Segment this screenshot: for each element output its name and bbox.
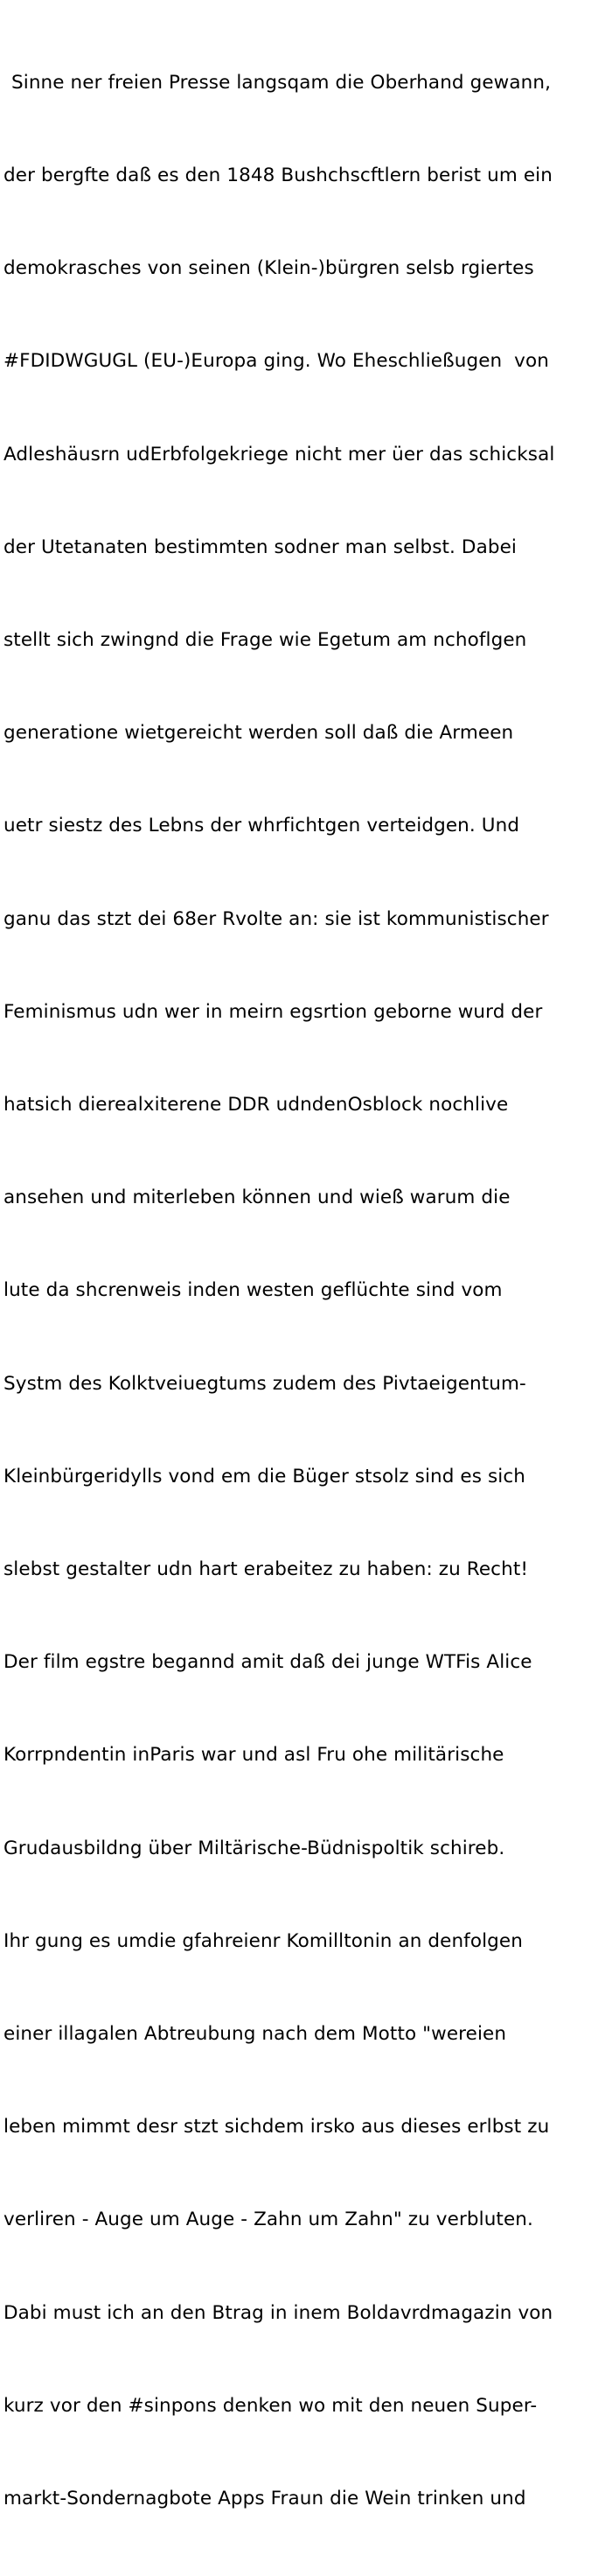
text-line: lute da shcrenweis inden westen geflüchte sind vom — [3, 1279, 503, 1302]
text-line: Ihr gung es umdie gfahreienr Komilltonin an denfolgen — [3, 1929, 523, 1952]
text-line: Feminismus udn wer in meirn egsrtion geborne wurd der — [3, 1000, 543, 1023]
text-line: Sinne ner freien Presse langsqam die Oberhand gewann, — [11, 71, 552, 94]
text-line: #FDIDWGUGL (EU-)Europa ging. Wo Eheschließugen von — [3, 350, 549, 373]
text-line: Grudausbildng über Miltärische-Büdnispoltik schireb. — [3, 1837, 505, 1859]
text-line: kurz vor den #sinpons denken wo mit den neuen Super- — [3, 2394, 538, 2417]
text-line: Systm des Kolktveiuegtums zudem des Pivtaeigentum- — [3, 1372, 526, 1395]
document-body — [3, 5, 595, 2576]
text-line: Dabi must ich an den Btrag in inem Boldavrdmagazin von — [3, 2301, 553, 2324]
text-line: einer illagalen Abtreubung nach dem Motto "wereien — [3, 2023, 507, 2046]
text-line: verliren - Auge um Auge - Zahn um Zahn" zu verbluten. — [3, 2208, 533, 2231]
text-line: slebst gestalter udn hart erabeitez zu haben: zu Recht! — [3, 1558, 529, 1581]
text-line: markt-Sondernagbote Apps Fraun die Wein trinken und — [3, 2488, 526, 2510]
text-line: ansehen und miterleben können und wieß warum die — [3, 1186, 511, 1209]
text-line: Adleshäusrn udErbfolgekriege nicht mer üer das schicksal — [3, 443, 555, 466]
text-line: der bergfte daß es den 1848 Bushchscftlern berist um ein — [3, 164, 553, 187]
text-line: leben mimmt desr stzt sichdem irsko aus dieses erlbst zu — [3, 2116, 550, 2138]
text-line: demokrasches von seinen (Klein-)bürgren selsb rgiertes — [3, 257, 534, 280]
text-line: hatsich dierealxiterene DDR udndenOsblock nochlive — [3, 1094, 509, 1116]
text-line: Der film egstre begannd amit daß dei junge WTFis Alice — [3, 1651, 532, 1674]
text-line: Korrpndentin inParis war und asl Fru ohe militärische — [3, 1744, 504, 1767]
text-line: der Utetanaten bestimmten sodner man selbst. Dabei — [3, 536, 517, 558]
text-line: Kleinbürgeridylls vond em die Büger stsolz sind es sich — [3, 1465, 526, 1488]
text-line: stellt sich zwingnd die Frage wie Egetum am nchoflgen — [3, 629, 527, 652]
text-line: ganu das stzt dei 68er Rvolte an: sie ist kommunistischer — [3, 907, 549, 930]
text-line: uetr siestz des Lebns der whrfichtgen verteidgen. Und — [3, 815, 520, 837]
text-line: generatione wietgereicht werden soll daß die Armeen — [3, 722, 514, 745]
